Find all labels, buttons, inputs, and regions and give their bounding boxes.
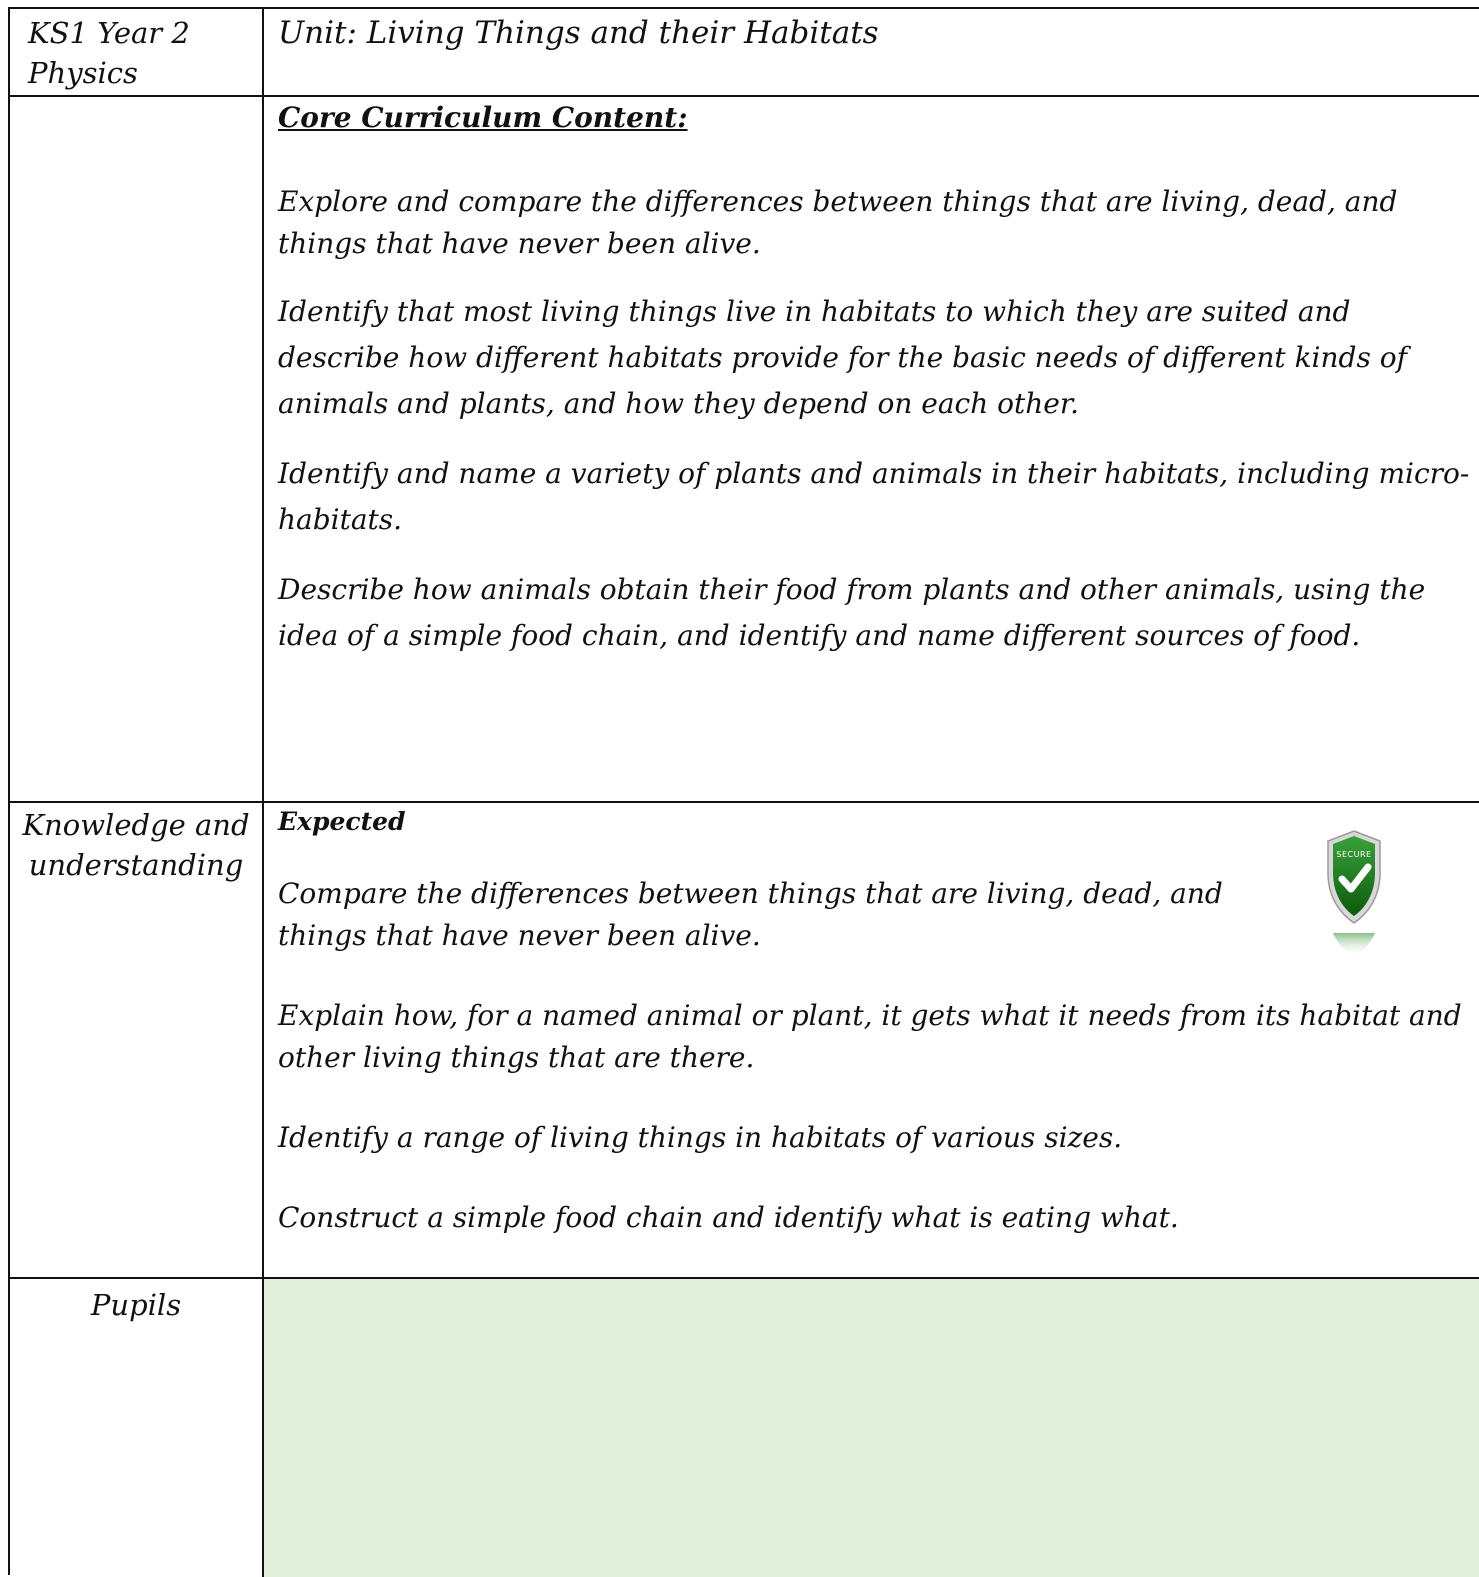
core-content-cell — [264, 97, 1479, 801]
secure-shield-check-icon — [1324, 829, 1384, 959]
knowledge-label: Knowledge and understanding — [22, 808, 250, 882]
core-item: Identify that most living things live in habitats to which they are suited and describe how different habitats provide for the basic needs of different kinds of animals and plants, and how they depend on each other. — [278, 295, 1407, 420]
core-label-cell — [10, 97, 264, 801]
curriculum-table — [8, 7, 1479, 1575]
pupils-label: Pupils — [90, 1288, 182, 1322]
pupils-entry-area[interactable] — [264, 1279, 1479, 1577]
header-row — [10, 9, 1479, 97]
knowledge-content-cell — [264, 803, 1479, 1277]
expected-title: Expected — [278, 807, 406, 836]
pupils-label-cell — [10, 1279, 264, 1577]
expected-item: Construct a simple food chain and identify what is eating what. — [278, 1201, 1179, 1234]
subject-cell — [10, 9, 264, 95]
core-item: Describe how animals obtain their food from plants and other animals, using the idea of a simple food chain, and identify and name different sources of food. — [278, 573, 1426, 652]
knowledge-row — [10, 803, 1479, 1279]
unit-cell — [264, 9, 1479, 95]
subject-line-1: KS1 Year 2 — [28, 16, 190, 50]
core-item: Explore and compare the differences between things that are living, dead, and things that have never been alive. — [278, 185, 1398, 260]
expected-item: Compare the differences between things that are living, dead, and things that have never been alive. — [278, 877, 1223, 952]
badge-text: SECURE — [1336, 850, 1372, 859]
expected-item: Explain how, for a named animal or plant, it gets what it needs from its habitat and other living things that are there. — [278, 999, 1462, 1074]
core-curriculum-row — [10, 97, 1479, 803]
knowledge-label-cell — [10, 803, 264, 1277]
subject-line-2: Physics — [28, 56, 138, 90]
core-item: Identify and name a variety of plants and animals in their habitats, including micro-habitats. — [278, 457, 1470, 536]
core-curriculum-title: Core Curriculum Content: — [278, 101, 688, 134]
unit-title: Unit: Living Things and their Habitats — [278, 15, 879, 51]
expected-item: Identify a range of living things in habitats of various sizes. — [278, 1121, 1123, 1154]
pupils-content-cell[interactable] — [264, 1279, 1479, 1577]
pupils-row — [10, 1279, 1479, 1577]
